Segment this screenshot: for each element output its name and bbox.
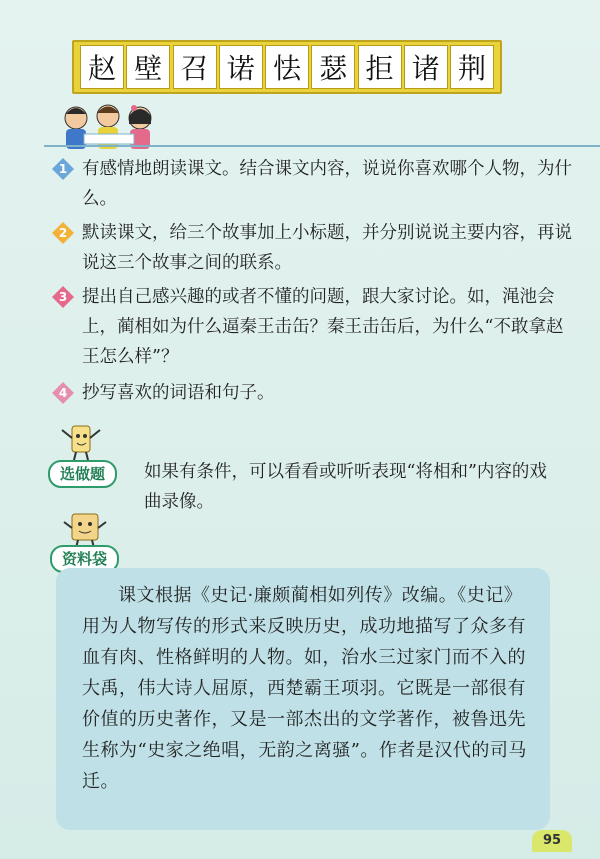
character-cell: 荆 xyxy=(450,45,494,89)
question-number-badge: 2 xyxy=(52,222,74,244)
character-cell: 诺 xyxy=(219,45,263,89)
character-cell: 赵 xyxy=(80,45,124,89)
section-divider xyxy=(44,145,600,147)
question-number-badge: 1 xyxy=(52,158,74,180)
page-number: 95 xyxy=(532,830,572,852)
question-text: 抄写喜欢的词语和句子。 xyxy=(82,383,275,403)
question-4 xyxy=(52,378,572,408)
question-text: 默读课文，给三个故事加上小标题，并分别说说主要内容，再说说这三个故事之间的联系。 xyxy=(82,223,572,273)
question-text: 提出自己感兴趣的或者不懂的问题，跟大家讨论。如，渑池会上，蔺相如为什么逼秦王击缶？秦王击缶后，为什么“不敢拿赵王怎么样”？ xyxy=(82,287,564,367)
question-text: 有感情地朗读课文。结合课文内容，说说你喜欢哪个人物，为什么。 xyxy=(82,159,572,209)
book-mascot-icon xyxy=(62,510,108,550)
info-pouch-box xyxy=(56,568,550,830)
character-cell: 壁 xyxy=(126,45,170,89)
question-2 xyxy=(52,218,572,278)
info-pouch-badge: 资料袋 xyxy=(50,545,119,573)
optional-task-text: 如果有条件，可以看看或听听表现“将相和”内容的戏曲录像。 xyxy=(144,462,547,512)
question-1 xyxy=(52,154,572,214)
character-cell: 拒 xyxy=(358,45,402,89)
character-cell: 召 xyxy=(173,45,217,89)
question-3 xyxy=(52,282,572,372)
info-pouch-text: 课文根据《史记·廉颇蔺相如列传》改编。《史记》用为人物写传的形式来反映历史，成功地描写了众多有血有肉、性格鲜明的人物。如，治水三过家门而不入的大禹，伟大诗人屈原，西楚霸王项羽。它既是一部很有价值的历史著作，又是一部杰出的文学著作，被鲁迅先生称为“史家之绝唱，无韵之离骚”。作者是汉代的司马迁。 xyxy=(82,585,527,792)
question-number-badge: 3 xyxy=(52,286,74,308)
character-cell: 怯 xyxy=(265,45,309,89)
character-cell: 诸 xyxy=(404,45,448,89)
pencil-mascot-icon xyxy=(58,420,104,462)
new-characters-row xyxy=(72,40,502,94)
question-number-badge: 4 xyxy=(52,382,74,404)
optional-task-badge: 选做题 xyxy=(48,460,117,488)
character-cell: 瑟 xyxy=(311,45,355,89)
